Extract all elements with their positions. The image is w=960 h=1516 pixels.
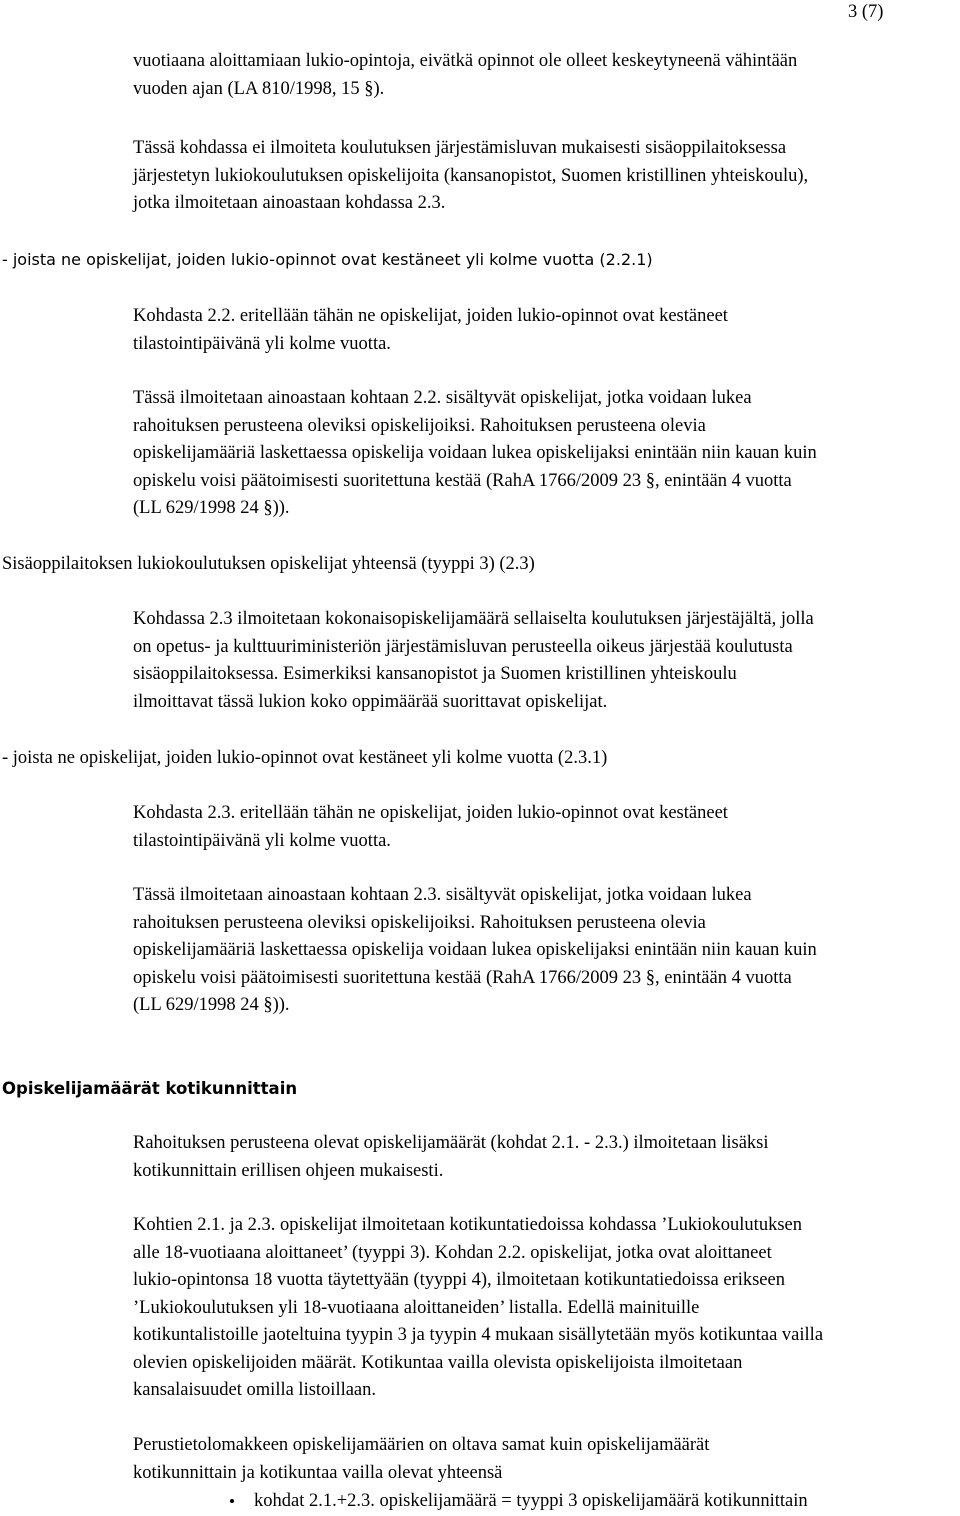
text-line: Kohdasta 2.2. eritellään tähän ne opiskelijat, joiden lukio-opinnot ovat kestäneet — [133, 306, 728, 326]
bullet-icon — [230, 1499, 234, 1503]
text-line: ’Lukiokoulutuksen yli 18-vuotiaana aloittaneiden’ listalla. Edellä mainituille — [133, 1297, 700, 1318]
heading-opiskelijamaarat-kotikunnittain: Opiskelijamäärät kotikunnittain — [2, 1079, 298, 1098]
text-line: Kohdasta 2.3. eritellään tähän ne opiskelijat, joiden lukio-opinnot ovat kestäneet — [133, 803, 728, 823]
text-line: rahoituksen perusteena oleviksi opiskelijoiksi. Rahoituksen perusteena olevia — [133, 415, 706, 436]
paragraph-perustietolomake — [133, 1432, 957, 1487]
text-line: vuotiaana aloittamiaan lukio-opintoja, eivätkä opinnot ole olleet keskeytyneenä vähintään — [133, 51, 798, 71]
text-line: järjestetyn lukiokoulutuksen opiskelijoita (kansanopistot, Suomen kristillinen yhteiskoulu), — [133, 165, 809, 186]
list-item — [230, 1488, 808, 1515]
text-line: Kohtien 2.1. ja 2.3. opiskelijat ilmoitetaan kotikuntatiedoissa kohdassa ’Lukiokoulutuksen — [133, 1215, 802, 1235]
text-line: tilastointipäivänä yli kolme vuotta. — [133, 830, 391, 851]
paragraph-sisaoppilaitos-note — [133, 135, 957, 218]
text-line: (LL 629/1998 24 §)). — [133, 995, 290, 1015]
text-line: opiskelijamääriä laskettaessa opiskelija voidaan lukea opiskelijaksi enintään niin kauan kuin — [133, 940, 817, 960]
text-line: alle 18-vuotiaana aloittaneet’ (tyyppi 3). Kohdan 2.2. opiskelijat, jotka ovat aloittaneet — [133, 1242, 772, 1263]
paragraph-2-3-desc — [133, 606, 957, 716]
paragraph-continuation — [133, 48, 957, 103]
text-line: Rahoituksen perusteena olevat opiskelijamäärät (kohdat 2.1. - 2.3.) ilmoitetaan lisäksi — [133, 1133, 769, 1153]
page-number: 3 (7) — [848, 2, 884, 22]
text-line: lukio-opintonsa 18 vuotta täytettyään (tyyppi 4), ilmoitetaan kotikuntatiedoissa erikseen — [133, 1270, 785, 1290]
text-line: sisäoppilaitoksessa. Esimerkiksi kansanopistot ja Suomen kristillinen yhteiskoulu — [133, 664, 737, 684]
text-line: vuoden ajan (LA 810/1998, 15 §). — [133, 78, 385, 99]
text-line: Perustietolomakkeen opiskelijamäärien on oltava samat kuin opiskelijamäärät — [133, 1435, 710, 1455]
section-heading-2-3-1: - joista ne opiskelijat, joiden lukio-opinnot ovat kestäneet yli kolme vuotta (2.3.1) — [2, 748, 608, 768]
text-line: kotikunnittain ja kotikuntaa vailla olevat yhteensä — [133, 1462, 503, 1483]
text-line: kotikunnittain erillisen ohjeen mukaisesti. — [133, 1160, 444, 1181]
list-item-text: kohdat 2.1.+2.3. opiskelijamäärä = tyyppi 3 opiskelijamäärä kotikunnittain — [254, 1491, 808, 1511]
paragraph-2-2-rahoitus — [133, 385, 957, 523]
text-line: jotka ilmoitetaan ainoastaan kohdassa 2.3. — [133, 193, 446, 213]
text-line: opiskelijamääriä laskettaessa opiskelija voidaan lukea opiskelijaksi enintään niin kauan kuin — [133, 443, 817, 463]
text-line: Tässä ilmoitetaan ainoastaan kohtaan 2.2. sisältyvät opiskelijat, jotka voidaan lukea — [133, 388, 752, 408]
paragraph-2-3-1-desc — [133, 800, 957, 855]
paragraph-2-2-1-desc — [133, 303, 957, 358]
text-line: opiskelu voisi päätoimisesti suoritettuna kestää (RahA 1766/2009 23 §, enintään 4 vuotta — [133, 470, 792, 491]
paragraph-kotikunnittain-intro — [133, 1130, 957, 1185]
text-line: kansalaisuudet omilla listoillaan. — [133, 1380, 377, 1400]
section-heading-2-3: Sisäoppilaitoksen lukiokoulutuksen opiskelijat yhteensä (tyyppi 3) (2.3) — [2, 554, 535, 574]
text-line: Kohdassa 2.3 ilmoitetaan kokonaisopiskelijamäärä sellaiselta koulutuksen järjestäjältä, jolla — [133, 609, 814, 629]
text-line: kotikuntalistoille jaoteltuina tyypin 3 ja tyypin 4 mukaan sisällytetään myös kotikuntaa vailla — [133, 1325, 824, 1345]
text-line: Tässä ilmoitetaan ainoastaan kohtaan 2.3. sisältyvät opiskelijat, jotka voidaan lukea — [133, 885, 752, 905]
text-line: olevien opiskelijoiden määrät. Kotikuntaa vailla olevista opiskelijoista ilmoitetaan — [133, 1352, 743, 1373]
text-line: on opetus- ja kulttuuriministeriön järjestämisluvan perusteella oikeus järjestää koulutusta — [133, 636, 793, 657]
section-heading-2-2-1: - joista ne opiskelijat, joiden lukio-opinnot ovat kestäneet yli kolme vuotta (2.2.1) — [2, 250, 653, 269]
text-line: opiskelu voisi päätoimisesti suoritettuna kestää (RahA 1766/2009 23 §, enintään 4 vuotta — [133, 967, 792, 988]
text-line: Tässä kohdassa ei ilmoiteta koulutuksen järjestämisluvan mukaisesti sisäoppilaitoksessa — [133, 138, 787, 158]
paragraph-kotikunta-types — [133, 1212, 957, 1405]
paragraph-2-3-rahoitus — [133, 882, 957, 1020]
text-line: ilmoittavat tässä lukion koko oppimäärää suorittavat opiskelijat. — [133, 691, 608, 712]
text-line: (LL 629/1998 24 §)). — [133, 498, 290, 518]
text-line: tilastointipäivänä yli kolme vuotta. — [133, 333, 391, 354]
text-line: rahoituksen perusteena oleviksi opiskelijoiksi. Rahoituksen perusteena olevia — [133, 912, 706, 933]
